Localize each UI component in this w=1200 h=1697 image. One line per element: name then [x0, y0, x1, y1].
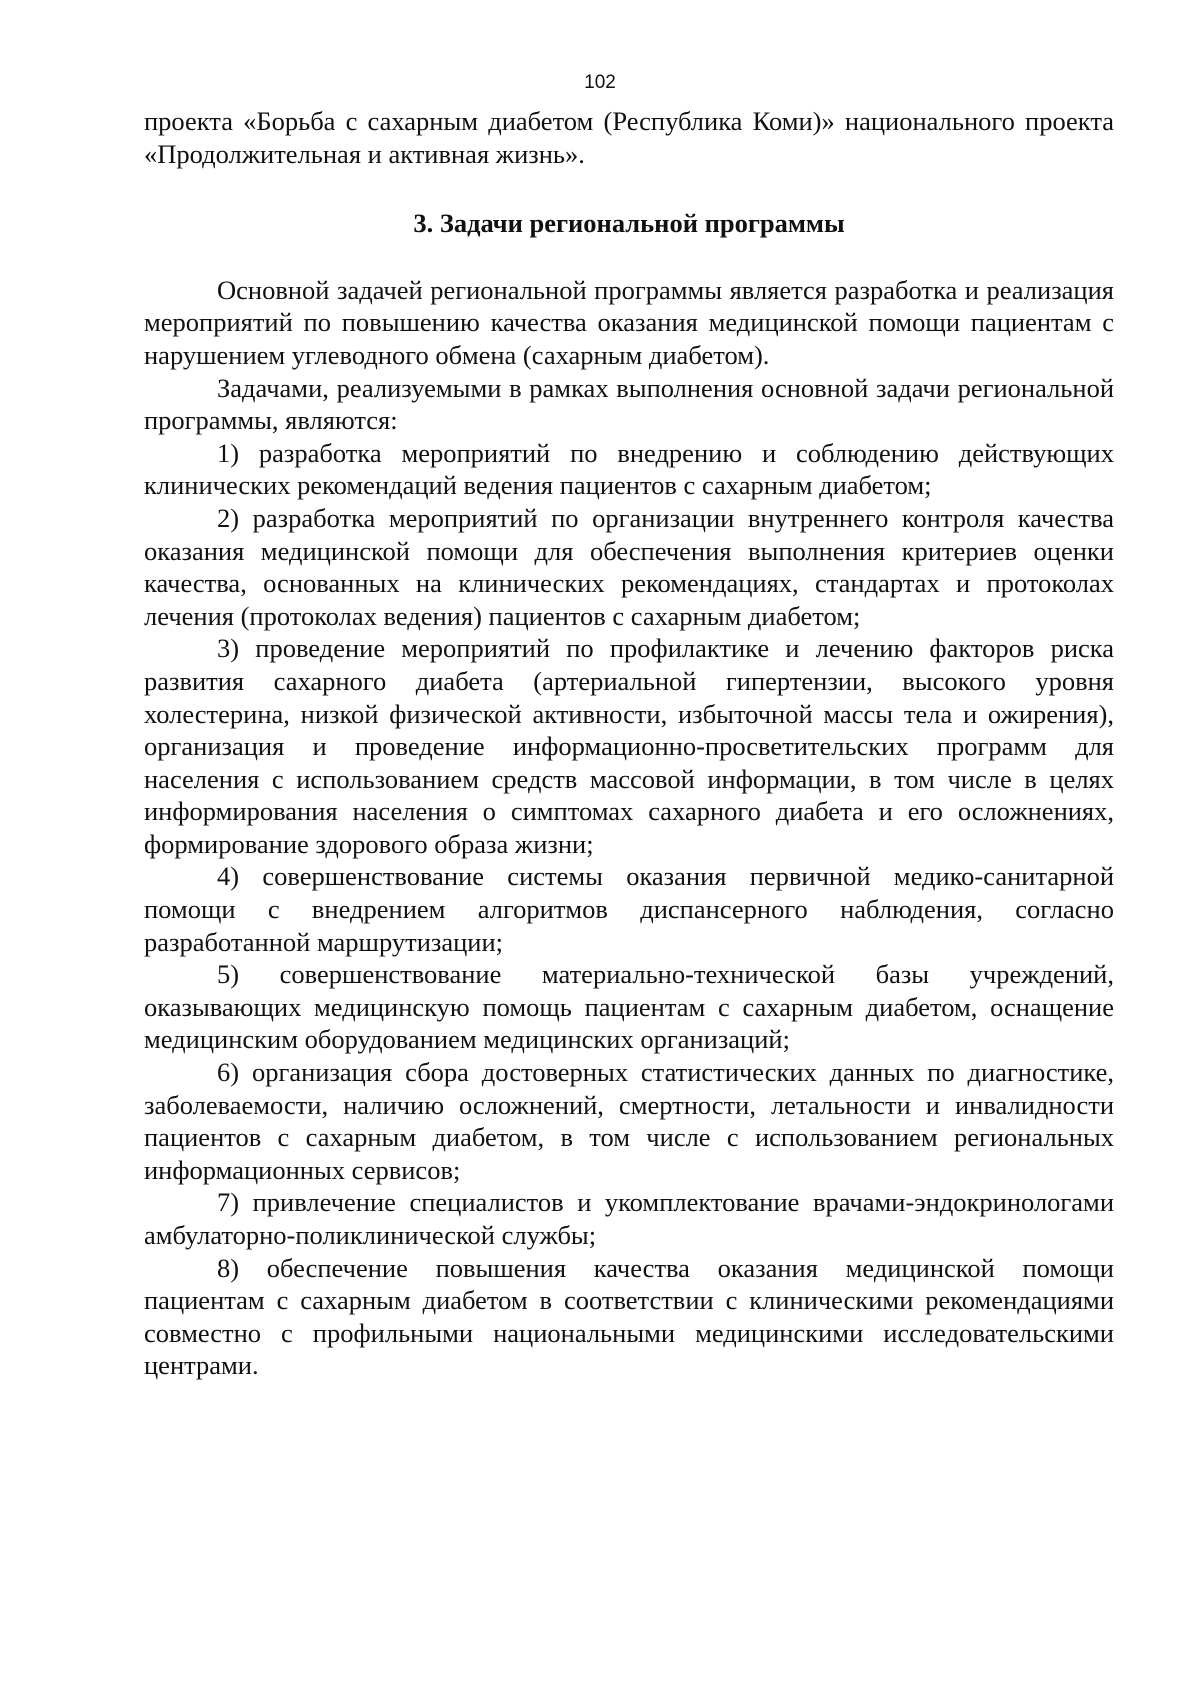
task-number: 4) — [217, 861, 240, 892]
task-number: 8) — [217, 1252, 240, 1283]
task-item-7 — [144, 1186, 1114, 1251]
task-number: 2) — [217, 502, 240, 533]
task-item-5 — [144, 958, 1114, 1056]
task-item-1 — [144, 437, 1114, 502]
task-number: 6) — [217, 1057, 240, 1088]
task-item-3 — [144, 632, 1114, 860]
task-text: совершенствование системы оказания первичной медико-санитарной помощи с внедрением алгоритмов диспансерного наблюдения, согласно разработанной маршрутизации; — [144, 861, 1114, 957]
document-body — [144, 105, 1114, 1382]
task-text: организация сбора достоверных статистических данных по диагностике, заболеваемости, наличию осложнений, смертности, летальности и инвалидности пациентов с сахарным диабетом, в том числе с использованием региональных информационных сервисов; — [144, 1057, 1114, 1185]
task-text: проведение мероприятий по профилактике и лечению факторов риска развития сахарного диабета (артериальной гипертензии, высокого уровня холестерина, низкой физической активности, избыточной массы тела и ожирения), организация и проведение информационно-просветительских программ для населения с использованием средств массовой информации, в том числе в целях информирования населения о симптомах сахарного диабета и его осложнениях, формирование здорового образа жизни; — [144, 633, 1114, 859]
intro-paragraph: проекта «Борьба с сахарным диабетом (Республика Коми)» национального проекта «Продолжительная и активная жизнь». — [144, 106, 1114, 169]
task-item-2 — [144, 502, 1114, 632]
task-item-8 — [144, 1252, 1114, 1382]
main-task-paragraph: Основной задачей региональной программы является разработка и реализация мероприятий по повышению качества оказания медицинской помощи пациентам с нарушением углеводного обмена (сахарным диабетом). — [144, 274, 1114, 370]
task-number: 7) — [217, 1187, 240, 1218]
task-number: 1) — [217, 437, 240, 468]
task-item-6 — [144, 1056, 1114, 1186]
task-number: 3) — [217, 633, 240, 664]
tasks-intro-paragraph: Задачами, реализуемыми в рамках выполнения основной задачи региональной программы, являются: — [144, 372, 1114, 436]
page-number: 102 — [584, 72, 616, 93]
task-text: разработка мероприятий по внедрению и соблюдению действующих клинических рекомендаций ведения пациентов с сахарным диабетом; — [144, 437, 1114, 501]
task-text: разработка мероприятий по организации внутреннего контроля качества оказания медицинской помощи для обеспечения выполнения критериев оценки качества, основанных на клинических рекомендациях, стандартах и протоколах лечения (протоколах ведения) пациентов с сахарным диабетом; — [144, 502, 1114, 631]
task-item-4 — [144, 860, 1114, 958]
task-text: совершенствование материально-технической базы учреждений, оказывающих медицинскую помощь пациентам с сахарным диабетом, оснащение медицинским оборудованием медицинских организаций; — [144, 959, 1114, 1055]
task-text: привлечение специалистов и укомплектование врачами-эндокринологами амбулаторно-поликлинической службы; — [144, 1187, 1115, 1250]
section-title: 3. Задачи региональной программы — [413, 208, 845, 239]
task-text: обеспечение повышения качества оказания медицинской помощи пациентам с сахарным диабетом в соответствии с клиническими рекомендациями совместно с профильными национальными медицинскими исследовательскими центрами. — [144, 1252, 1114, 1381]
task-number: 5) — [217, 959, 240, 990]
